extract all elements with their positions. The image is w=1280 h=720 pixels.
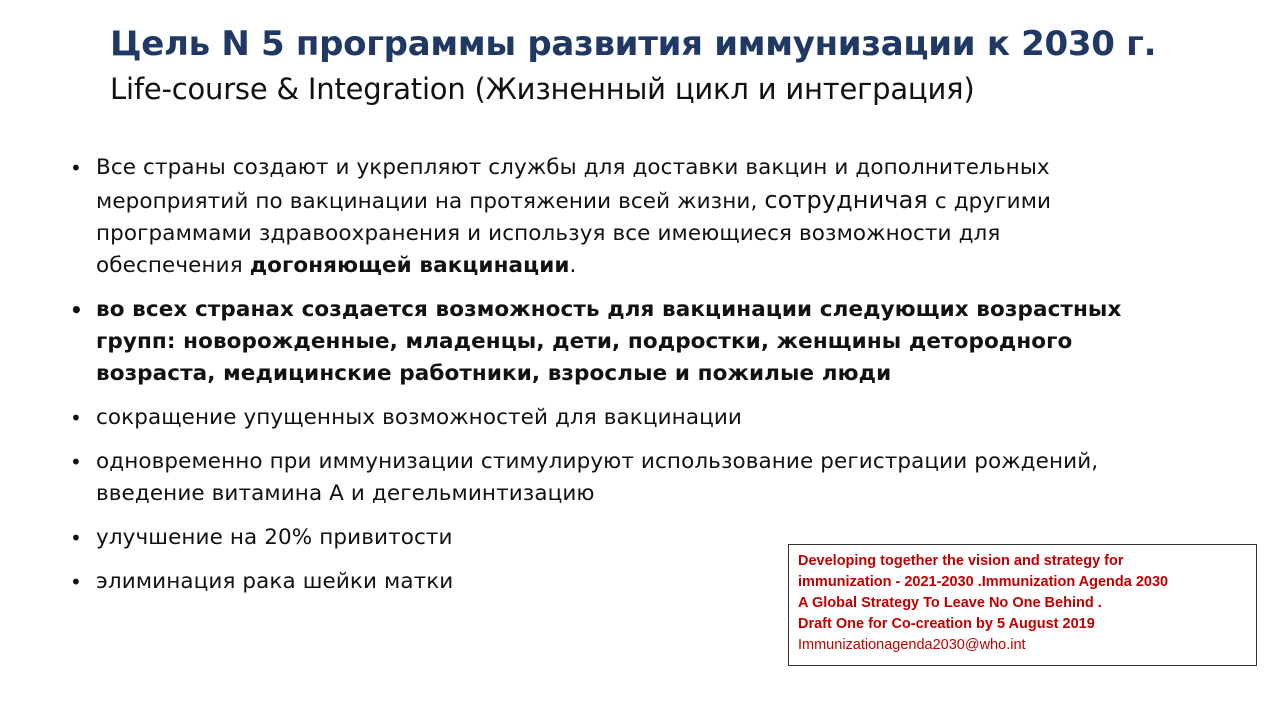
bullet-integration: [70, 446, 1150, 510]
bullet-marker: •: [70, 406, 82, 430]
reference-line: Developing together the vision and strategy for: [798, 553, 1124, 569]
bullet-age-groups: [70, 294, 1150, 390]
bullet-text: сокращение упущенных возможностей для вакцинации: [96, 405, 742, 430]
bullet-missed-opportunities: [70, 402, 1150, 434]
bullet-text: элиминация рака шейки матки: [96, 569, 454, 594]
slide-title: Цель N 5 программы развития иммунизации к 2030 г.: [110, 24, 1157, 64]
bullet-marker: •: [70, 570, 82, 594]
bullet-marker: •: [70, 450, 82, 474]
reference-line: Draft One for Co-creation by 5 August 2019: [798, 616, 1095, 632]
bullet-text: Все страны создают и укрепляют службы для доставки вакцин и дополнительных мероприятий по вакцинации на протяжении всей жизни,: [96, 155, 1050, 214]
reference-box: [788, 544, 1257, 666]
slide-subtitle: Life-course & Integration (Жизненный цикл и интеграция): [110, 72, 975, 106]
bullet-marker: •: [70, 298, 83, 322]
bullet-services: [70, 152, 1150, 282]
bullet-text: с другими программами здравоохранения и используя все имеющиеся возможности для обеспечения: [96, 189, 1052, 278]
bullet-text: улучшение на 20% привитости: [96, 525, 453, 550]
bullet-text: .: [569, 253, 577, 278]
bullet-marker: •: [70, 526, 82, 550]
bullet-bold: догоняющей вакцинации: [249, 253, 570, 278]
bullet-text: во всех странах создается возможность для вакцинации следующих возрастных групп: новорожденные, младенцы, дети, подростки, женщины детородного возраста, медицинские работники, взрослые и пожилые люди: [96, 297, 1122, 386]
bullet-emphasis: сотрудничая: [764, 186, 928, 214]
reference-line: A Global Strategy To Leave No One Behind .: [798, 595, 1102, 611]
bullet-text: одновременно при иммунизации стимулируют использование регистрации рождений, введение витамина А и дегельминтизацию: [96, 449, 1099, 506]
reference-email: Immunizationagenda2030@who.int: [798, 637, 1026, 653]
bullet-marker: •: [70, 156, 82, 180]
bullet-list: [70, 152, 1150, 610]
reference-line: immunization - 2021-2030 .Immunization Agenda 2030: [798, 574, 1169, 590]
